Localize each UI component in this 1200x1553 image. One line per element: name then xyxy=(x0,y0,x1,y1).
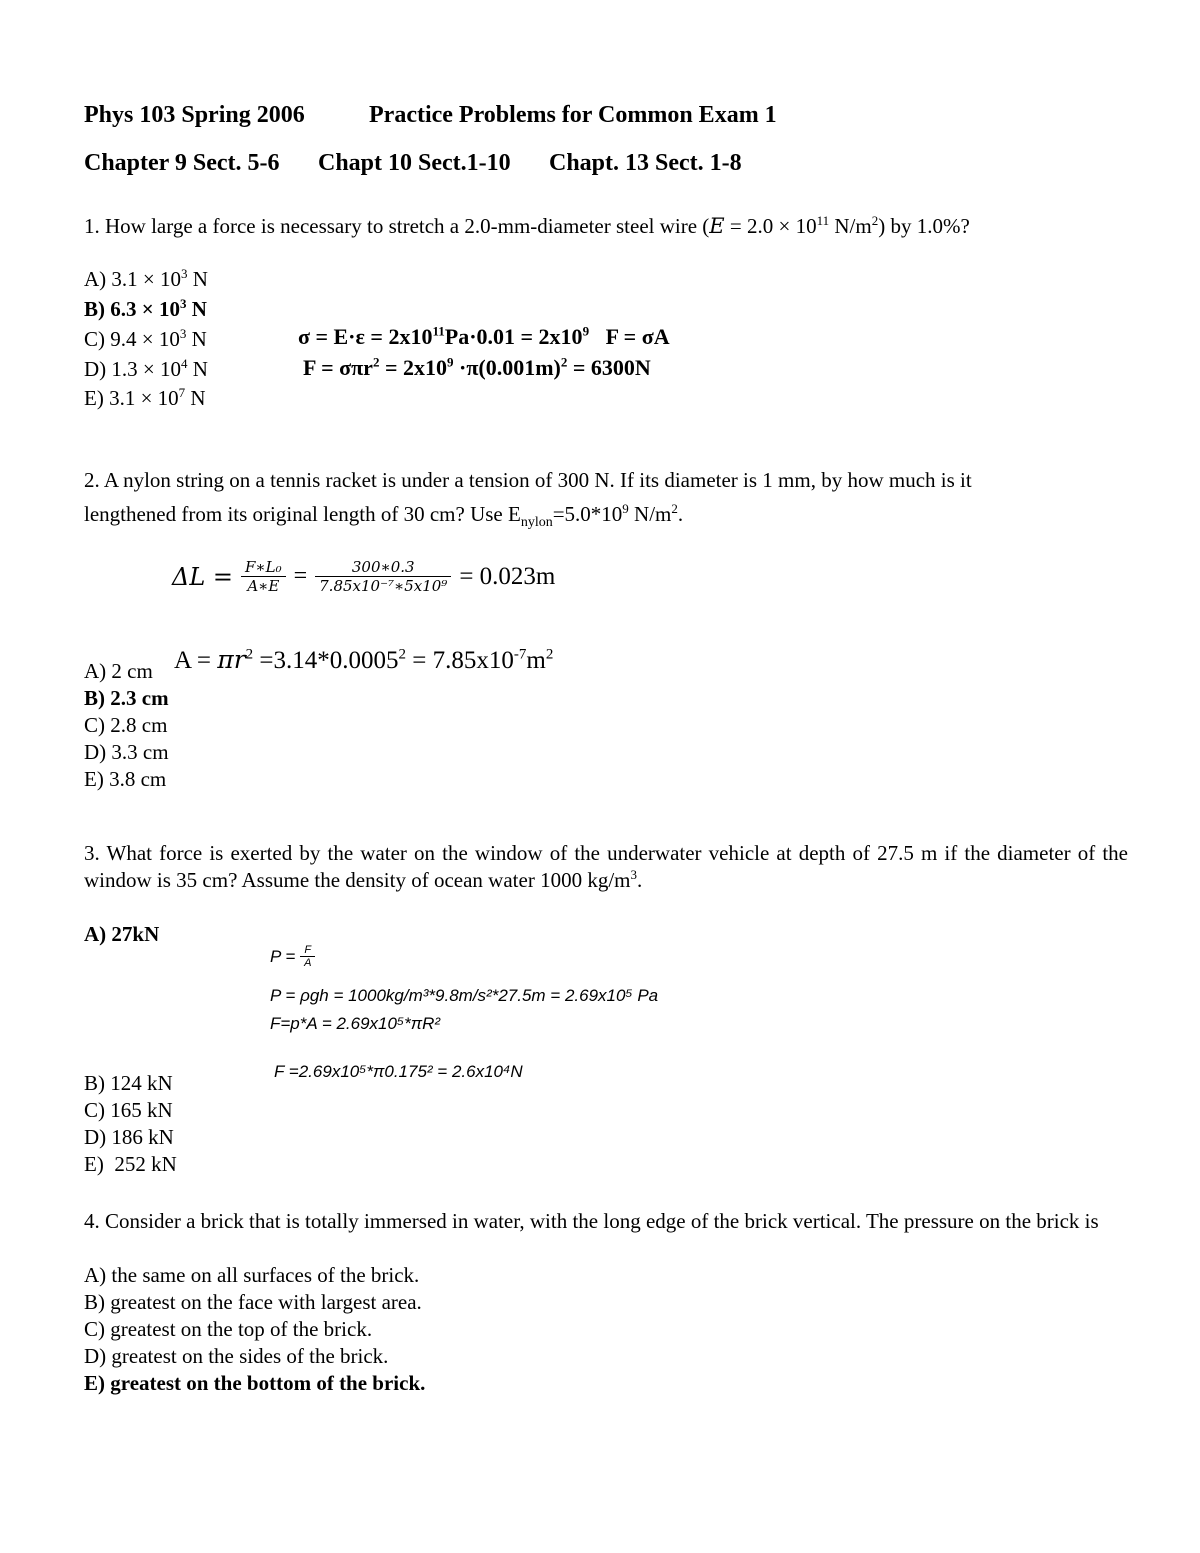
question-1-text: 1. How large a force is necessary to stretch a 2.0-mm-diameter steel wire ($E = 2.0 \times 10^{11}$ $N/m^2$) by 1.0%? xyxy=(84,213,970,238)
option-c: C) $9.4 \times 10^3$ N xyxy=(84,326,207,351)
option-b-correct: B) 2.3 cm xyxy=(84,686,169,710)
question-3-force-result: F =2.69x10⁵*π0.175² = 2.6x10⁴N xyxy=(274,1062,523,1081)
option-d: D) 186 kN xyxy=(84,1125,174,1149)
option-e: E) 252 kN xyxy=(84,1152,177,1176)
equation-fraction-1: $\frac{\text{F∗L₀}}{A∗E}$ xyxy=(241,558,286,595)
question-2-text-line-2: lengthened from its original length of 30 cm? Use $E_{nylon}=5.0*10^9$ $N/m^2$. xyxy=(84,501,684,531)
question-2-equation: ΔL = $\frac{\text{F∗L₀}}{A∗E}$ = $\frac{300∗0.3}{\text{7.85x10⁻⁷∗5x10⁹}}$ = 0.023m xyxy=(172,558,556,595)
chapter-13-sections: Chapt. 13 Sect. 1-8 xyxy=(549,150,742,176)
question-1-stress-work: $\sigma = E\cdot\varepsilon = 2x10^{11}Pa\cdot 0.01 = 2x10^9$ F = σA xyxy=(298,323,670,349)
option-e-correct: E) greatest on the bottom of the brick. xyxy=(84,1371,426,1395)
question-3-options xyxy=(84,1070,177,1178)
option-d: D) 3.3 cm xyxy=(84,740,169,764)
chapter-10-sections: Chapt 10 Sect.1-10 xyxy=(318,150,511,176)
question-1-options xyxy=(84,266,208,412)
document-title: Practice Problems for Common Exam 1 xyxy=(369,102,777,128)
option-b: B) greatest on the face with largest area. xyxy=(84,1290,422,1314)
option-b: B) 124 kN xyxy=(84,1071,173,1095)
option-d: D) greatest on the sides of the brick. xyxy=(84,1344,389,1368)
option-a: A) $3.1 \times 10^3$ N xyxy=(84,266,208,291)
question-3-text: 3. What force is exerted by the water on the window of the underwater vehicle at depth of 27.5 m if the diameter of the window is 35 cm? Assume the density of ocean water 1000 $kg/m^3$. xyxy=(84,841,1128,892)
course-title: Phys 103 Spring 2006 xyxy=(84,102,305,128)
option-e: E) 3.8 cm xyxy=(84,767,167,791)
question-3-force-formula: F=p*A = 2.69x10⁵*πR² xyxy=(270,1014,441,1033)
equation-fraction-2: $\frac{300∗0.3}{\text{7.85x10⁻⁷∗5x10⁹}}$ xyxy=(315,558,451,595)
question-2-text-line-1: 2. A nylon string on a tennis racket is under a tension of 300 N. If its diameter is 1 mm, by how much is it xyxy=(84,468,972,492)
question-2-area-work: $A = \pi r^2 =3.14*0.0005^2 = 7.85x10^{-7}m^2$ xyxy=(174,645,554,674)
question-1-force-work: $F = \sigma\pi r^2 = 2x10^9 \cdot\pi(0.001m)^2 = 6300N$ xyxy=(303,354,651,380)
option-b-correct: B) $6.3 \times 10^3$ N xyxy=(84,296,207,321)
question-3-answer-a-correct: A) 27kN xyxy=(84,922,160,946)
option-c: C) 2.8 cm xyxy=(84,713,168,737)
option-c: C) greatest on the top of the brick. xyxy=(84,1317,373,1341)
question-3-pressure-definition: P = $\frac{F}{A}$ xyxy=(270,944,315,969)
question-2-options xyxy=(84,658,169,793)
option-d: D) $1.3 \times 10^4$ N xyxy=(84,356,208,381)
question-3-pressure-work: P = ρgh = 1000kg/m³*9.8m/s²*27.5m = 2.69x10⁵ Pa xyxy=(270,986,659,1005)
question-4-options xyxy=(84,1262,425,1397)
option-c: C) 165 kN xyxy=(84,1098,173,1122)
question-4-text: 4. Consider a brick that is totally immersed in water, with the long edge of the brick vertical. The pressure on the brick is xyxy=(84,1209,1099,1233)
option-e: E) $3.1 \times 10^7$ N xyxy=(84,385,206,410)
option-a: A) the same on all surfaces of the brick. xyxy=(84,1263,420,1287)
option-a: A) 2 cm xyxy=(84,659,153,683)
chapter-9-sections: Chapter 9 Sect. 5-6 xyxy=(84,150,280,176)
